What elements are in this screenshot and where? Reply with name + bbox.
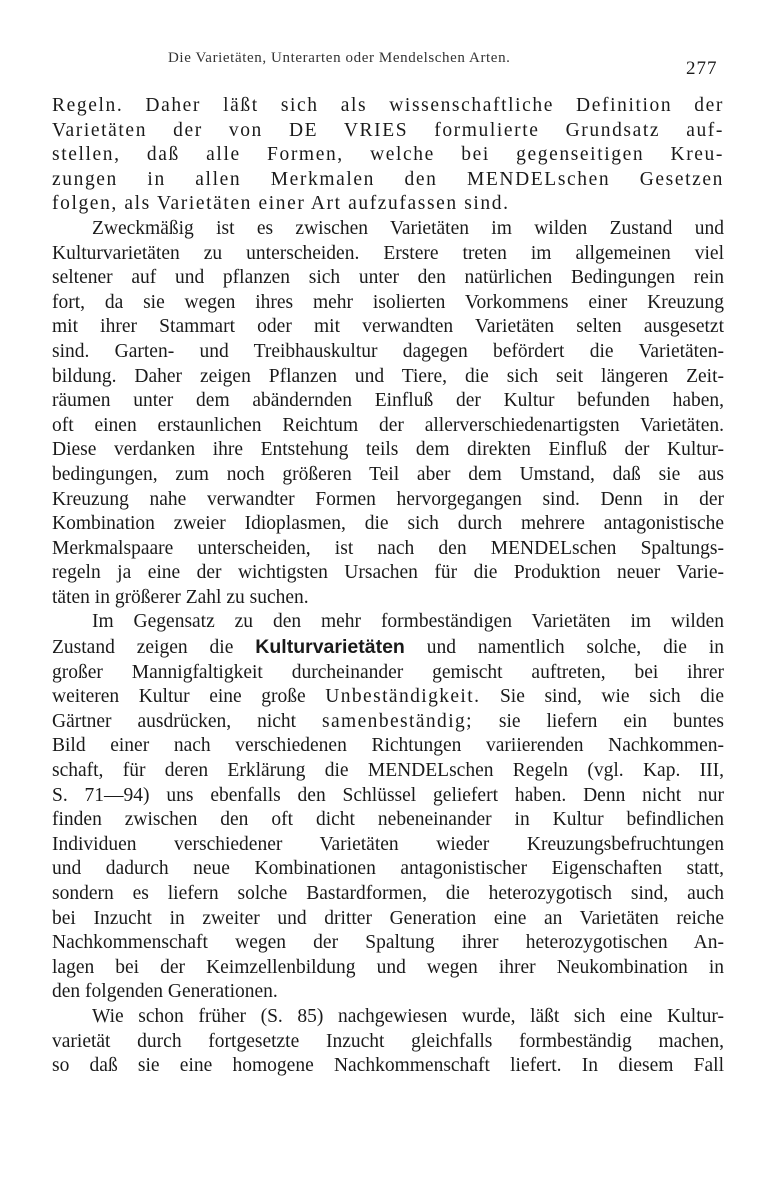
text-line: Nachkommenschaft wegen der Spaltung ihrer heterozygotischen An- (52, 932, 724, 954)
text-line: regeln ja eine der wichtigsten Ursachen für die Produktion neuer Varie- (52, 562, 724, 584)
text-line: Im Gegensatz zu den mehr formbeständigen Varietäten im wilden (92, 611, 724, 633)
text-line: sondern es liefern solche Bastardformen, die heterozygotisch sind, auch (52, 883, 724, 904)
text-line: S. 71—94) uns ebenfalls den Schlüssel geliefert haben. Denn nicht nur (52, 784, 724, 806)
text-line: Merkmalspaare unterscheiden, ist nach den MENDELschen Spaltungs- (52, 537, 724, 559)
text-line: lagen bei der Keimzellenbildung und wegen ihrer Neukombination in (52, 956, 724, 978)
paragraph-4 (52, 1005, 724, 1079)
paragraph-3 (52, 610, 724, 1005)
text-line: folgen, als Varietäten einer Art aufzufassen sind. (52, 193, 510, 215)
paragraph-2 (52, 217, 724, 611)
text-line: und dadurch neue Kombinationen antagonistischer Eigenschaften statt, (52, 858, 724, 880)
text-line: bei Inzucht in zweiter und dritter Generation eine an Varietäten reiche (52, 907, 724, 929)
text-line: den folgenden Generationen. (52, 981, 278, 1003)
text-line: Varietäten der von DE VRIES formulierte Grundsatz auf- (52, 119, 724, 141)
text-line: fort, da sie wegen ihres mehr isolierten Vorkommens einer Kreuzung (52, 291, 724, 313)
page-header (0, 44, 765, 84)
text-line (52, 685, 724, 710)
text-line: stellen, daß alle Formen, welche bei gegenseitigen Kreu- (52, 144, 724, 166)
text-line: Kreuzung nahe verwandter Formen hervorgegangen sind. Denn in der (52, 488, 724, 510)
page-number: 277 (686, 58, 718, 79)
text-line: räumen unter dem abändernden Einfluß der Kultur befunden haben, (52, 390, 724, 412)
text-line: schaft, für deren Erklärung die MENDELschen Regeln (vgl. Kap. III, (52, 760, 724, 782)
body-text (52, 94, 724, 1079)
text-line: varietät durch fortgesetzte Inzucht gleichfalls formbeständig machen, (52, 1030, 724, 1052)
text-run: Sie sind, wie sich die (480, 686, 724, 708)
text-line: Individuen verschiedener Varietäten wieder Kreuzungsbefruchtungen (52, 833, 724, 855)
text-line: Zweckmäßig ist es zwischen Varietäten im wilden Zustand und (92, 217, 724, 239)
text-line: seltener auf und pflanzen sich unter den natürlichen Bedingungen rein (52, 267, 724, 289)
running-head: Die Varietäten, Unterarten oder Mendelschen Arten. (168, 50, 511, 66)
text-run: sie liefern ein buntes (472, 710, 724, 732)
text-line: Kombination zweier Idioplasmen, die sich durch mehrere antagonistische (52, 513, 724, 535)
text-run: weiteren Kultur eine große (52, 686, 326, 708)
text-run: und namentlich solche, die in (404, 637, 725, 659)
text-line (52, 710, 724, 735)
paragraph-1 (52, 94, 724, 217)
text-run: Zustand zeigen die (52, 637, 256, 659)
text-line: sind. Garten- und Treibhauskultur dagegen befördert die Varietäten- (52, 340, 724, 362)
text-line: Wie schon früher (S. 85) nachgewiesen wurde, läßt sich eine Kultur- (92, 1005, 724, 1027)
text-line: Diese verdanken ihre Entstehung teils dem direkten Einfluß der Kultur- (52, 439, 724, 461)
text-line: finden zwischen den oft dicht nebeneinander in Kultur befindlichen (52, 809, 724, 831)
text-line: bildung. Daher zeigen Pflanzen und Tiere, die sich seit längeren Zeit- (52, 365, 724, 387)
text-line: so daß sie eine homogene Nachkommenschaft liefert. In diesem Fall (52, 1055, 724, 1077)
text-run: Gärtner ausdrücken, nicht (52, 710, 323, 732)
text-line: Regeln. Daher läßt sich als wissenschaftliche Definition der (52, 95, 724, 116)
text-line: täten in größerer Zahl zu suchen. (52, 586, 309, 608)
text-line: bedingungen, zum noch größeren Teil aber dem Umstand, daß sie aus (52, 463, 724, 485)
text-line: mit ihrer Stammart oder mit verwandten Varietäten selten ausgesetzt (52, 316, 724, 338)
text-line: Bild einer nach verschiedenen Richtungen variierenden Nachkommen- (52, 735, 724, 757)
text-line (52, 635, 724, 661)
spaced-term: Unbeständigkeit. (325, 686, 481, 708)
text-line: großer Mannigfaltigkeit durcheinander gemischt auftreten, bei ihrer (52, 661, 724, 683)
text-line: Kulturvarietäten zu unterscheiden. Erstere treten im allgemeinen viel (52, 242, 724, 264)
text-line: oft einen erstaunlichen Reichtum der allerverschiedenartigsten Varietäten. (52, 414, 724, 436)
spaced-term: samenbeständig; (322, 710, 473, 732)
text-line: zungen in allen Merkmalen den MENDELschen Gesetzen (52, 168, 724, 190)
bold-term: Kulturvarietäten (255, 636, 405, 659)
